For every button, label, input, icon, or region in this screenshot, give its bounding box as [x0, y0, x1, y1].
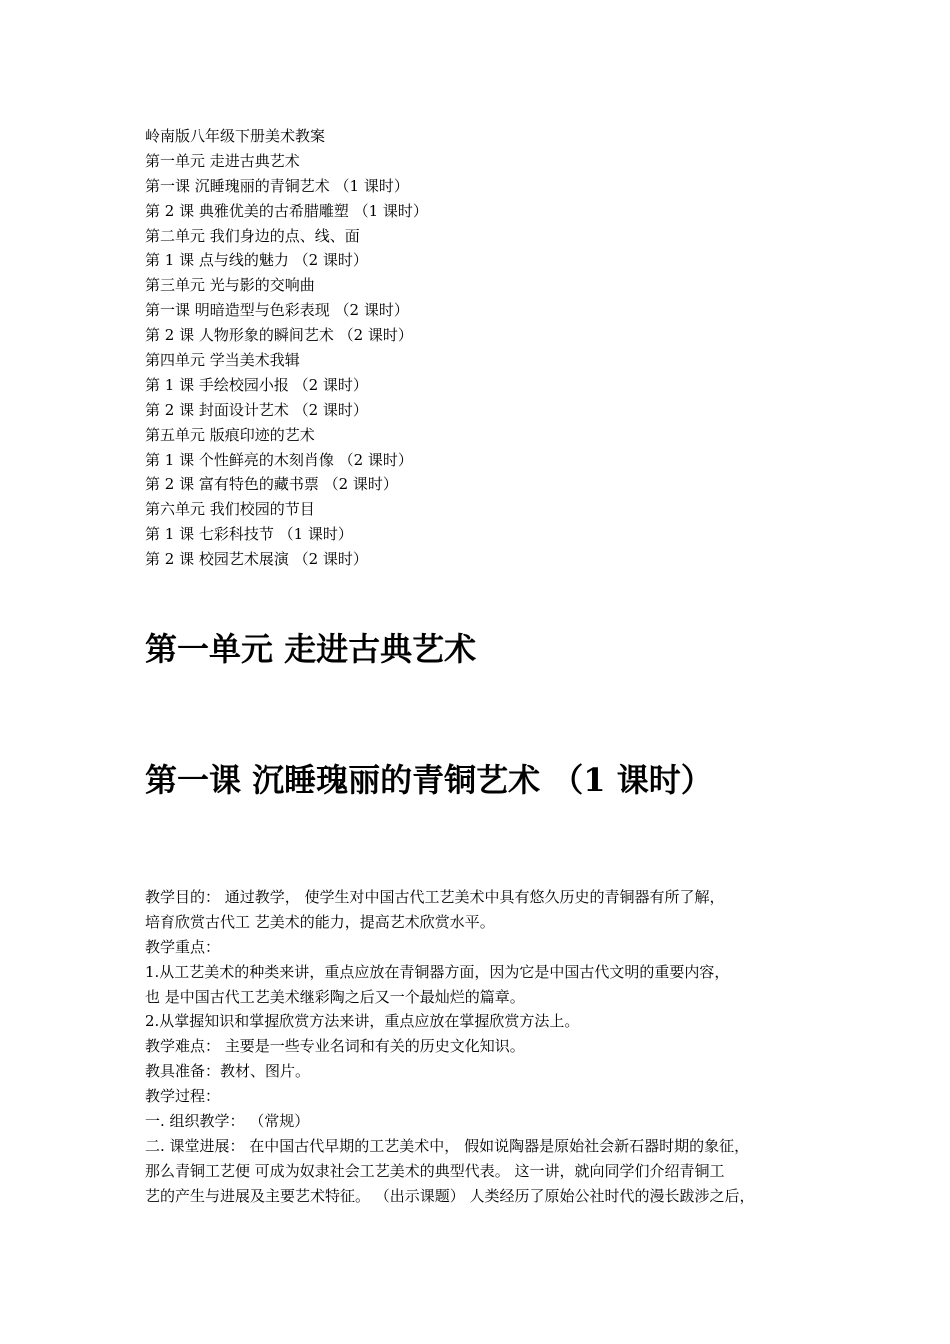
body-line: 1.从工艺美术的种类来讲，重点应放在青铜器方面，因为它是中国古代文明的重要内容， — [145, 962, 730, 981]
unit-heading: 第一单元 走进古典艺术 — [145, 630, 477, 668]
toc-unit-5: 第五单元 版痕印迹的艺术 — [145, 425, 315, 444]
toc-unit-6: 第六单元 我们校园的节目 — [145, 500, 315, 519]
toc-lesson: 第一课 明暗造型与色彩表现 （2 课时） — [145, 301, 409, 320]
toc-unit-1: 第一单元 走进古典艺术 — [145, 151, 300, 170]
toc-lesson: 第 1 课 七彩科技节 （1 课时） — [145, 525, 353, 544]
body-line: 教学目的： 通过教学， 使学生对中国古代工艺美术中具有悠久历史的青铜器有所了解， — [145, 888, 725, 906]
toc-lesson: 第 2 课 人物形象的瞬间艺术 （2 课时） — [145, 326, 413, 345]
lesson-body — [145, 885, 825, 1209]
body-line: 一. 组织教学： （常规） — [145, 1112, 310, 1131]
toc-unit-2: 第二单元 我们身边的点、线、面 — [145, 226, 360, 245]
body-line: 艺的产生与进展及主要艺术特征。 （出示课题） 人类经历了原始公社时代的漫长跋涉之后， — [145, 1186, 755, 1205]
body-line: 那么青铜工艺便 可成为奴隶社会工艺美术的典型代表。 这一讲，就向同学们介绍青铜工 — [145, 1161, 725, 1180]
toc-title: 岭南版八年级下册美术教案 — [145, 127, 326, 145]
toc-lesson: 第 2 课 富有特色的藏书票 （2 课时） — [145, 475, 398, 494]
body-line: 教学重点： — [145, 937, 221, 956]
body-line: 2.从掌握知识和掌握欣赏方法来讲，重点应放在掌握欣赏方法上。 — [145, 1012, 580, 1031]
toc-unit-4: 第四单元 学当美术我辑 — [145, 351, 300, 370]
toc-lesson: 第 2 课 封面设计艺术 （2 课时） — [145, 400, 368, 419]
table-of-contents — [145, 124, 845, 572]
toc-lesson: 第 1 课 点与线的魅力 （2 课时） — [145, 251, 368, 270]
body-line: 教学难点： 主要是一些专业名词和有关的历史文化知识。 — [145, 1037, 525, 1056]
body-line: 教具准备：教材、图片。 — [145, 1062, 311, 1081]
lesson-heading: 第一课 沉睡瑰丽的青铜艺术 （1 课时） — [145, 761, 713, 799]
body-line: 教学过程： — [145, 1087, 221, 1106]
toc-lesson: 第 2 课 典雅优美的古希腊雕塑 （1 课时） — [145, 201, 428, 220]
body-line: 也 是中国古代工艺美术继彩陶之后又一个最灿烂的篇章。 — [145, 987, 525, 1006]
toc-lesson: 第 2 课 校园艺术展演 （2 课时） — [145, 550, 368, 569]
body-line: 培育欣赏古代工 艺美术的能力，提高艺术欣赏水平。 — [145, 912, 495, 931]
toc-lesson: 第一课 沉睡瑰丽的青铜艺术 （1 课时） — [145, 176, 409, 195]
body-line: 二. 课堂进展： 在中国古代早期的工艺美术中， 假如说陶器是原始社会新石器时期的象征， — [145, 1136, 750, 1155]
toc-unit-3: 第三单元 光与影的交响曲 — [145, 276, 315, 295]
toc-lesson: 第 1 课 手绘校园小报 （2 课时） — [145, 375, 368, 394]
toc-lesson: 第 1 课 个性鲜亮的木刻肖像 （2 课时） — [145, 450, 413, 469]
